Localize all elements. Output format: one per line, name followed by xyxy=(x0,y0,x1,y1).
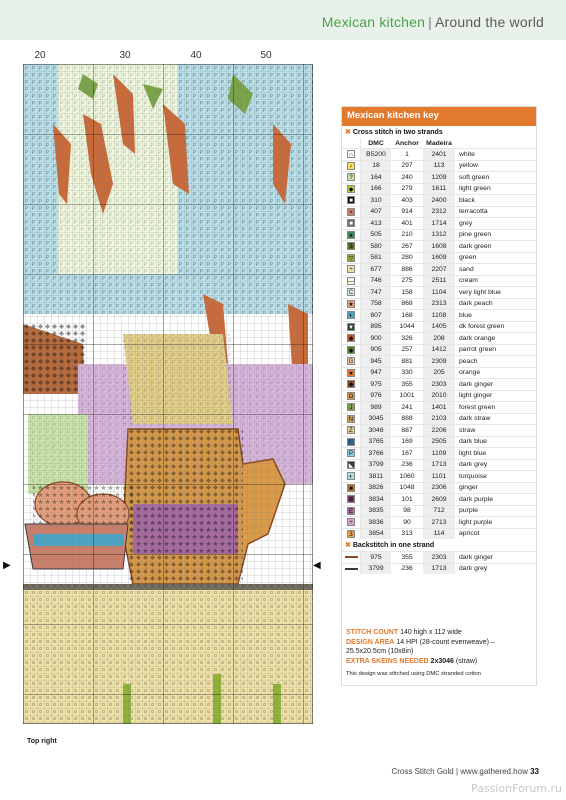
colour-name-cell: purple xyxy=(459,507,478,515)
madeira-cell: 1412 xyxy=(423,345,455,356)
colour-name-cell: cream xyxy=(459,277,478,285)
symbol-cell xyxy=(342,517,361,528)
dmc-cell: 3765 xyxy=(361,437,391,448)
cross-stitch-heading-text: Cross stitch in two strands xyxy=(352,129,443,136)
key-row xyxy=(342,206,536,218)
key-row xyxy=(342,424,536,436)
key-row xyxy=(342,470,536,482)
key-row xyxy=(342,390,536,402)
symbol-cell xyxy=(342,356,361,367)
cross-icon: ✖ xyxy=(345,129,351,136)
section-title: Mexican kitchen xyxy=(321,14,426,30)
anchor-cell: 326 xyxy=(401,334,413,342)
page-number: 33 xyxy=(530,767,539,776)
backstitch-heading xyxy=(342,539,536,551)
key-row xyxy=(342,528,536,540)
colour-name-cell: orange xyxy=(459,369,481,377)
dmc-cell: 905 xyxy=(361,345,391,356)
madeira-cell: 1108 xyxy=(423,310,455,321)
key-row xyxy=(342,229,536,241)
key-row xyxy=(342,148,536,160)
symbol-cell xyxy=(342,414,361,425)
anchor-cell: 914 xyxy=(401,208,413,216)
stitch-symbol-icon: ⊕ xyxy=(348,497,354,504)
anchor-cell: 868 xyxy=(401,300,413,308)
key-row xyxy=(342,505,536,517)
anchor-cell: 98 xyxy=(403,507,411,515)
madeira-cell: 2313 xyxy=(423,299,455,310)
symbol-cell xyxy=(342,172,361,183)
anchor-cell: 886 xyxy=(401,265,413,273)
colour-name-cell: sand xyxy=(459,265,474,273)
website-link[interactable]: www.gathered.how xyxy=(460,767,528,776)
symbol-cell xyxy=(342,264,361,275)
symbol-cell xyxy=(342,161,361,172)
dmc-cell: 413 xyxy=(361,218,391,229)
key-row xyxy=(342,275,536,287)
madeira-cell: 2206 xyxy=(423,425,455,436)
symbol-cell xyxy=(342,529,361,540)
watermark: PassionForum.ru xyxy=(471,782,562,795)
key-column-headers xyxy=(342,138,536,148)
symbol-cell xyxy=(342,149,361,160)
dmc-cell: 3045 xyxy=(361,414,391,425)
madeira-cell: 2303 xyxy=(423,552,455,563)
madeira-cell: 1609 xyxy=(423,253,455,264)
anchor-cell: 240 xyxy=(401,173,413,181)
dmc-cell: 18 xyxy=(361,161,391,172)
madeira-cell: 1109 xyxy=(423,448,455,459)
anchor-cell: 257 xyxy=(401,346,413,354)
symbol-cell xyxy=(342,253,361,264)
colour-name-cell: very light blue xyxy=(459,288,501,296)
key-row xyxy=(342,355,536,367)
madeira-cell: 205 xyxy=(423,368,455,379)
extra-skeins-extra: (straw) xyxy=(455,657,478,665)
anchor-cell: 403 xyxy=(401,196,413,204)
colour-name-cell: dark grey xyxy=(459,565,488,573)
design-stats xyxy=(346,628,532,680)
publication-name: Cross Stitch Gold xyxy=(391,767,454,776)
category-title: Around the world xyxy=(434,14,544,30)
colour-name-cell: yellow xyxy=(459,162,478,170)
key-row xyxy=(342,183,536,195)
key-row xyxy=(342,240,536,252)
symbol-cell xyxy=(342,368,361,379)
colour-name-cell: light blue xyxy=(459,449,487,457)
dmc-cell: 3835 xyxy=(361,506,391,517)
stitch-symbol-icon: ◆ xyxy=(348,347,354,354)
symbol-cell xyxy=(342,494,361,505)
dmc-cell: 989 xyxy=(361,402,391,413)
symbol-cell xyxy=(342,310,361,321)
colour-name-cell: soft green xyxy=(459,173,490,181)
thread-note: This design was stitched using DMC stranded cotton xyxy=(346,671,482,678)
dmc-cell: 3811 xyxy=(361,471,391,482)
key-row xyxy=(342,493,536,505)
column-number-50: 50 xyxy=(260,50,272,61)
cross-icon: ✖ xyxy=(345,542,351,549)
stitch-count-label: STITCH COUNT xyxy=(346,629,399,636)
design-area xyxy=(346,638,532,657)
key-row xyxy=(342,344,536,356)
header-title xyxy=(322,14,544,30)
page-footer xyxy=(391,767,539,776)
key-row xyxy=(342,263,536,275)
key-row xyxy=(342,309,536,321)
key-row xyxy=(342,482,536,494)
anchor-cell: 280 xyxy=(401,254,413,262)
symbol-cell xyxy=(342,195,361,206)
madeira-cell: 1104 xyxy=(423,287,455,298)
dmc-cell: 3826 xyxy=(361,483,391,494)
symbol-cell xyxy=(342,207,361,218)
colour-name-cell: dark green xyxy=(459,242,492,250)
colour-name-cell: dark straw xyxy=(459,415,491,423)
anchor-cell: 1001 xyxy=(399,392,415,400)
madeira-cell: 1713 xyxy=(423,460,455,471)
dmc-cell: 975 xyxy=(361,379,391,390)
backstitch-line-icon xyxy=(345,568,358,570)
madeira-cell: 2303 xyxy=(423,379,455,390)
center-arrow-left: ▶ xyxy=(3,560,11,571)
symbol-cell xyxy=(342,564,361,575)
colour-name-cell: dark peach xyxy=(459,300,493,308)
anchor-cell: 275 xyxy=(401,277,413,285)
dmc-cell: 947 xyxy=(361,368,391,379)
design-area-label: DESIGN AREA xyxy=(346,638,395,646)
colour-name-cell: peach xyxy=(459,357,478,365)
colour-name-cell: terracotta xyxy=(459,208,488,216)
anchor-cell: 297 xyxy=(401,162,413,170)
anchor-cell: 158 xyxy=(401,288,413,296)
dmc-cell: 3046 xyxy=(361,425,391,436)
dmc-cell: 945 xyxy=(361,356,391,367)
stitch-symbol-icon: ÷ xyxy=(347,265,355,273)
backstitch-heading-text: Backstitch in one strand xyxy=(352,542,435,549)
dmc-cell: 3854 xyxy=(361,529,391,540)
madeira-cell: 1713 xyxy=(423,564,455,575)
dmc-cell: 310 xyxy=(361,195,391,206)
anchor-cell: 401 xyxy=(401,219,413,227)
symbol-cell xyxy=(342,184,361,195)
anchor-cell: 210 xyxy=(401,231,413,239)
madeira-cell: 712 xyxy=(423,506,455,517)
symbol-cell xyxy=(342,402,361,413)
dmc-cell: 581 xyxy=(361,253,391,264)
stitch-symbol-icon: × xyxy=(347,208,355,216)
column-number-20: 20 xyxy=(34,50,46,61)
dmc-cell: 747 xyxy=(361,287,391,298)
symbol-cell xyxy=(342,322,361,333)
stitch-symbol-icon: — xyxy=(348,278,354,285)
stitch-symbol-icon: ▼ xyxy=(348,324,354,331)
key-row xyxy=(342,367,536,379)
madeira-cell: 2010 xyxy=(423,391,455,402)
symbol-cell xyxy=(342,218,361,229)
colour-name-cell: white xyxy=(459,150,475,158)
key-row xyxy=(342,286,536,298)
colour-name-cell: dark grey xyxy=(459,461,488,469)
key-rows xyxy=(342,148,536,539)
design-area-value: 14 HPI (28-count evenweave) – 25.5x20.5cm (10x8in) xyxy=(346,638,495,656)
symbol-cell xyxy=(342,425,361,436)
colour-name-cell: parrot green xyxy=(459,346,497,354)
anchor-cell: 167 xyxy=(401,449,413,457)
colour-name-cell: forest green xyxy=(459,403,496,411)
key-row xyxy=(342,436,536,448)
anchor-cell: 90 xyxy=(403,518,411,526)
anchor-cell: 241 xyxy=(401,403,413,411)
key-row xyxy=(342,252,536,264)
colour-name-cell: turquoise xyxy=(459,472,487,480)
symbol-cell xyxy=(342,241,361,252)
madeira-cell: 208 xyxy=(423,333,455,344)
backstitch-line-icon xyxy=(345,556,358,558)
colour-name-cell: dark ginger xyxy=(459,380,494,388)
footer-separator: | xyxy=(455,767,459,776)
symbol-column-header xyxy=(342,138,361,148)
colour-name-cell: green xyxy=(459,254,477,262)
anchor-cell: 236 xyxy=(401,565,413,573)
stitch-symbol-icon: ★ xyxy=(348,301,354,308)
cross-stitch-chart xyxy=(23,64,313,724)
stitch-symbol-icon: E xyxy=(348,508,353,515)
symbol-cell xyxy=(342,448,361,459)
stitch-symbol-icon: ? xyxy=(347,173,355,181)
madeira-cell: 1714 xyxy=(423,218,455,229)
dmc-cell: 407 xyxy=(361,207,391,218)
anchor-cell: 169 xyxy=(401,438,413,446)
symbol-cell xyxy=(342,552,361,563)
stitch-symbol-icon: ʘ xyxy=(348,393,354,400)
anchor-cell: 1048 xyxy=(399,484,415,492)
extra-skeins xyxy=(346,657,532,667)
madeira-cell: 114 xyxy=(423,529,455,540)
madeira-cell: 2312 xyxy=(423,207,455,218)
symbol-cell xyxy=(342,379,361,390)
key-row xyxy=(342,459,536,471)
stitch-symbol-icon: ◆ xyxy=(348,186,354,193)
stitch-symbol-icon: 3 xyxy=(347,530,355,538)
anchor-cell: 888 xyxy=(401,415,413,423)
dmc-cell: 807 xyxy=(361,310,391,321)
stitch-count-value: 140 high x 112 wide xyxy=(400,629,462,636)
extra-skeins-label: EXTRA SKEINS NEEDED xyxy=(346,657,429,665)
stitch-symbol-icon: ◆ xyxy=(348,382,354,389)
stitch-symbol-icon: ♀ xyxy=(348,163,354,170)
stitch-symbol-icon: J xyxy=(347,403,355,411)
anchor-header: Anchor xyxy=(395,139,419,147)
colour-name-cell: dk forest green xyxy=(459,323,505,331)
key-row xyxy=(342,171,536,183)
stitch-symbol-icon: ◣ xyxy=(348,462,354,469)
madeira-cell: 1312 xyxy=(423,230,455,241)
anchor-cell: 313 xyxy=(401,530,413,538)
stitch-symbol-icon: ÷ xyxy=(347,518,355,526)
anchor-cell: 236 xyxy=(401,461,413,469)
colour-name-cell: dark blue xyxy=(459,438,487,446)
stitch-symbol-icon: P xyxy=(348,451,353,458)
cross-stitch-heading xyxy=(342,126,536,138)
backstitch-rows xyxy=(342,551,536,574)
colour-name-cell: ginger xyxy=(459,484,478,492)
colour-name-cell: dark purple xyxy=(459,495,494,503)
dmc-cell: 975 xyxy=(361,552,391,563)
madeira-cell: 1608 xyxy=(423,241,455,252)
dmc-cell: 3834 xyxy=(361,494,391,505)
key-row xyxy=(342,413,536,425)
stitch-symbol-icon: ▽ xyxy=(348,255,354,262)
madeira-cell: 2609 xyxy=(423,494,455,505)
colour-name-cell: dark orange xyxy=(459,334,496,342)
key-row xyxy=(342,332,536,344)
dmc-cell: 677 xyxy=(361,264,391,275)
key-row xyxy=(342,321,536,333)
symbol-cell xyxy=(342,483,361,494)
anchor-cell: 1044 xyxy=(399,323,415,331)
chart-caption: Top right xyxy=(27,738,57,745)
symbol-cell xyxy=(342,460,361,471)
dmc-cell: 758 xyxy=(361,299,391,310)
madeira-cell: 2207 xyxy=(423,264,455,275)
colour-name-cell: blue xyxy=(459,311,472,319)
symbol-cell xyxy=(342,437,361,448)
key-row xyxy=(342,401,536,413)
header-bar xyxy=(0,0,566,40)
key-row xyxy=(342,298,536,310)
madeira-cell: 2306 xyxy=(423,483,455,494)
stitch-symbol-icon: ♦ xyxy=(347,231,355,239)
key-title: Mexican kitchen key xyxy=(342,107,536,126)
stitch-symbol-icon: ◐ xyxy=(347,311,355,319)
stitch-symbol-icon: Z xyxy=(347,426,355,434)
colour-name-cell: light green xyxy=(459,185,491,193)
anchor-cell: 168 xyxy=(401,311,413,319)
dmc-cell: 3766 xyxy=(361,448,391,459)
backstitch-row xyxy=(342,563,536,575)
symbol-cell xyxy=(342,287,361,298)
anchor-cell: 881 xyxy=(401,357,413,365)
madeira-cell: 2713 xyxy=(423,517,455,528)
colour-name-cell: pine green xyxy=(459,231,492,239)
key-row xyxy=(342,194,536,206)
anchor-cell: 355 xyxy=(401,380,413,388)
stitch-symbol-icon: ■ xyxy=(347,219,355,227)
symbol-cell xyxy=(342,506,361,517)
key-row xyxy=(342,160,536,172)
dmc-cell: 505 xyxy=(361,230,391,241)
dmc-cell: 166 xyxy=(361,184,391,195)
stitch-symbol-icon: ◐ xyxy=(347,472,355,480)
stitch-symbol-icon: ∩ xyxy=(348,152,354,159)
dmc-cell: 976 xyxy=(361,391,391,402)
symbol-cell xyxy=(342,471,361,482)
column-number-30: 30 xyxy=(119,50,131,61)
stitch-symbol-icon: ◆ xyxy=(348,336,354,343)
stitch-symbol-icon: N xyxy=(348,416,354,423)
dmc-cell: 580 xyxy=(361,241,391,252)
anchor-cell: 330 xyxy=(401,369,413,377)
key-row xyxy=(342,217,536,229)
colour-name-cell: straw xyxy=(459,426,476,434)
colour-name-cell: dark ginger xyxy=(459,553,494,561)
stitch-symbol-icon: ★ xyxy=(348,370,354,377)
madeira-cell: 1209 xyxy=(423,172,455,183)
madeira-cell: 2103 xyxy=(423,414,455,425)
column-number-40: 40 xyxy=(190,50,202,61)
colour-name-cell: black xyxy=(459,196,475,204)
key-panel xyxy=(341,106,537,686)
colour-name-cell: light ginger xyxy=(459,392,493,400)
extra-skeins-value: 2x3046 xyxy=(430,657,454,665)
anchor-cell: 1 xyxy=(405,150,409,158)
anchor-cell: 887 xyxy=(401,426,413,434)
stitch-symbol-icon: ■ xyxy=(347,484,355,492)
stitch-symbol-icon: C xyxy=(348,290,354,297)
symbol-cell xyxy=(342,391,361,402)
stitch-symbol-icon: G xyxy=(348,359,354,366)
dmc-cell: 900 xyxy=(361,333,391,344)
dmc-header: DMC xyxy=(368,139,384,147)
stitch-symbol-icon: ■ xyxy=(347,196,355,204)
header-separator: | xyxy=(428,14,432,30)
anchor-cell: 279 xyxy=(401,185,413,193)
symbol-cell xyxy=(342,299,361,310)
madeira-cell: 2309 xyxy=(423,356,455,367)
stitch-count xyxy=(346,628,532,638)
madeira-cell: 2401 xyxy=(423,149,455,160)
madeira-cell: 2511 xyxy=(423,276,455,287)
anchor-cell: 1060 xyxy=(399,472,415,480)
anchor-cell: 355 xyxy=(401,553,413,561)
madeira-cell: 2400 xyxy=(423,195,455,206)
key-row xyxy=(342,516,536,528)
key-row xyxy=(342,378,536,390)
madeira-cell: 1401 xyxy=(423,402,455,413)
colour-name-cell: light purple xyxy=(459,518,493,526)
dmc-cell: 164 xyxy=(361,172,391,183)
symbol-cell xyxy=(342,345,361,356)
dmc-cell: 3799 xyxy=(361,564,391,575)
dmc-cell: 3799 xyxy=(361,460,391,471)
anchor-cell: 267 xyxy=(401,242,413,250)
key-row xyxy=(342,447,536,459)
symbol-cell xyxy=(342,276,361,287)
dmc-cell: 746 xyxy=(361,276,391,287)
dmc-cell: 895 xyxy=(361,322,391,333)
stitch-symbol-icon: ☾ xyxy=(348,439,354,446)
madeira-cell: 1101 xyxy=(423,471,455,482)
backstitch-row xyxy=(342,551,536,563)
symbol-cell xyxy=(342,230,361,241)
madeira-header: Madeira xyxy=(426,139,452,147)
stitch-symbol-icon: $ xyxy=(347,242,355,250)
dmc-cell: B5200 xyxy=(361,149,391,160)
colour-name-cell: grey xyxy=(459,219,473,227)
madeira-cell: 1405 xyxy=(423,322,455,333)
symbol-cell xyxy=(342,333,361,344)
madeira-cell: 1611 xyxy=(423,184,455,195)
madeira-cell: 2505 xyxy=(423,437,455,448)
dmc-cell: 3836 xyxy=(361,517,391,528)
anchor-cell: 101 xyxy=(401,495,413,503)
colour-name-cell: apricot xyxy=(459,530,480,538)
madeira-cell: 113 xyxy=(423,161,455,172)
center-arrow-right: ◀ xyxy=(313,560,321,571)
